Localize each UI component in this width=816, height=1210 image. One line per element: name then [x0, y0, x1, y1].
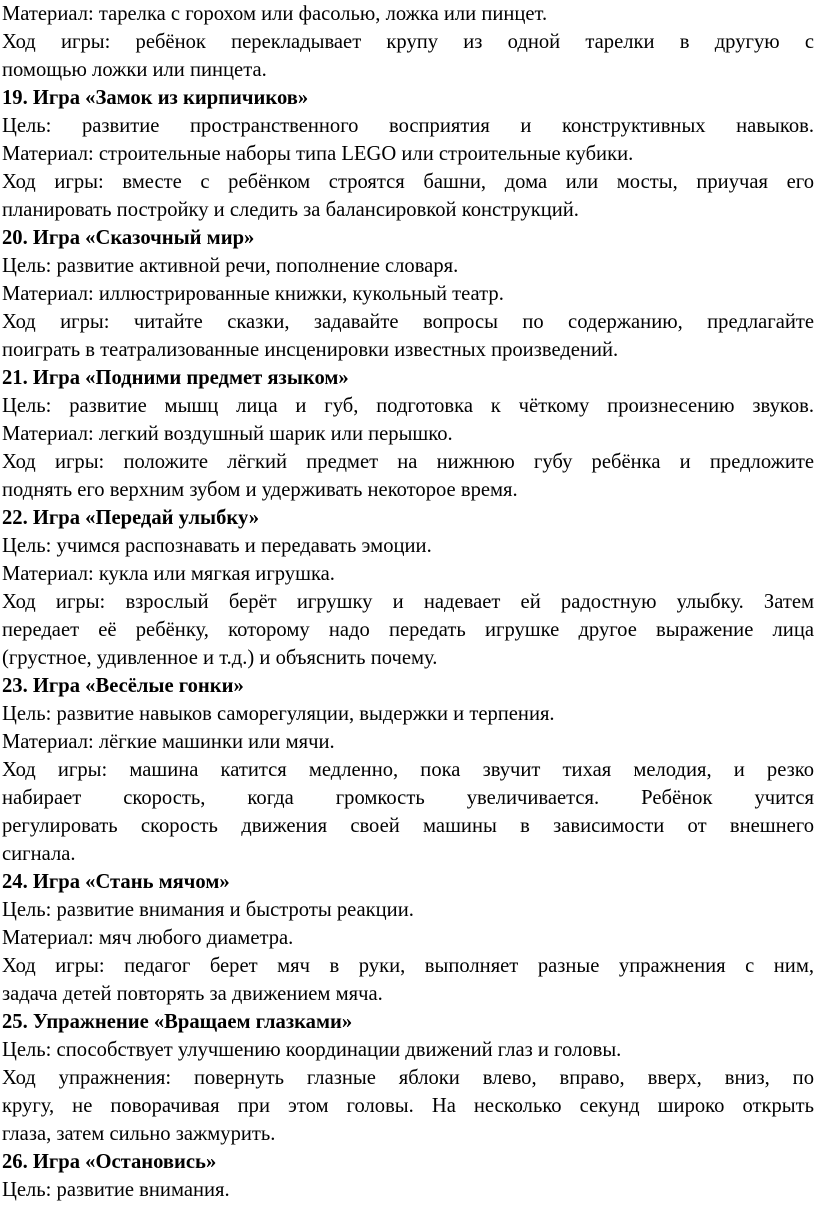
- text-line: Цель: учимся распознавать и передавать эмоции.: [2, 535, 432, 557]
- text-line: кругу, не поворачивая при этом головы. На несколько секунд широко открыть: [2, 1095, 814, 1117]
- text-line: задача детей повторять за движением мяча.: [2, 983, 383, 1005]
- text-line: Ход упражнения: повернуть глазные яблоки влево, вправо, вверх, вниз, по: [2, 1067, 814, 1089]
- text-line: Материал: легкий воздушный шарик или перышко.: [2, 423, 453, 445]
- text-line: Материал: лёгкие машинки или мячи.: [2, 731, 335, 753]
- section-heading: 25. Упражнение «Вращаем глазками»: [2, 1011, 353, 1033]
- text-line: Цель: развитие навыков саморегуляции, выдержки и терпения.: [2, 703, 555, 725]
- text-line: сигнала.: [2, 843, 76, 865]
- section-heading: 23. Игра «Весёлые гонки»: [2, 675, 244, 697]
- section-heading: 21. Игра «Подними предмет языком»: [2, 367, 349, 389]
- text-line: помощью ложки или пинцета.: [2, 59, 267, 81]
- text-line: Ход игры: читайте сказки, задавайте вопросы по содержанию, предлагайте: [2, 311, 814, 333]
- text-line: глаза, затем сильно зажмурить.: [2, 1123, 276, 1145]
- section-heading: 20. Игра «Сказочный мир»: [2, 227, 255, 249]
- text-line: Цель: развитие пространственного восприятия и конструктивных навыков.: [2, 115, 814, 137]
- text-line: поднять его верхним зубом и удерживать некоторое время.: [2, 479, 518, 501]
- text-line: регулировать скорость движения своей машины в зависимости от внешнего: [2, 815, 814, 837]
- text-line: передает её ребёнку, которому надо передать игрушке другое выражение лица: [2, 619, 814, 641]
- text-line: поиграть в театрализованные инсценировки известных произведений.: [2, 339, 619, 361]
- text-line: Цель: развитие мышц лица и губ, подготовка к чёткому произнесению звуков.: [2, 395, 814, 417]
- text-line: Цель: развитие активной речи, пополнение словаря.: [2, 255, 459, 277]
- document-body: [2, 0, 814, 1204]
- text-line: Цель: способствует улучшению координации движений глаз и головы.: [2, 1039, 622, 1061]
- text-line: Материал: строительные наборы типа LEGO или строительные кубики.: [2, 143, 634, 165]
- text-line: Ход игры: педагог берет мяч в руки, выполняет разные упражнения с ним,: [2, 955, 814, 977]
- section-heading: 22. Игра «Передай улыбку»: [2, 507, 260, 529]
- text-line: Ход игры: ребёнок перекладывает крупу из одной тарелки в другую с: [2, 31, 814, 53]
- text-line: планировать постройку и следить за балансировкой конструкций.: [2, 199, 579, 221]
- text-line: (грустное, удивленное и т.д.) и объяснить почему.: [2, 647, 438, 669]
- text-line: Ход игры: машина катится медленно, пока звучит тихая мелодия, и резко: [2, 759, 814, 781]
- text-line: Ход игры: взрослый берёт игрушку и надевает ей радостную улыбку. Затем: [2, 591, 814, 613]
- text-line: Материал: кукла или мягкая игрушка.: [2, 563, 335, 585]
- text-line: Цель: развитие внимания и быстроты реакции.: [2, 899, 414, 921]
- text-line: Цель: развитие внимания.: [2, 1179, 230, 1201]
- text-line: Ход игры: вместе с ребёнком строятся башни, дома или мосты, приучая его: [2, 171, 814, 193]
- text-line: Материал: иллюстрированные книжки, кукольный театр.: [2, 283, 504, 305]
- text-line: набирает скорость, когда громкость увеличивается. Ребёнок учится: [2, 787, 814, 809]
- section-heading: 26. Игра «Остановись»: [2, 1151, 217, 1173]
- text-line: Ход игры: положите лёгкий предмет на нижнюю губу ребёнка и предложите: [2, 451, 814, 473]
- section-heading: 19. Игра «Замок из кирпичиков»: [2, 87, 309, 109]
- text-line: Материал: мяч любого диаметра.: [2, 927, 294, 949]
- section-heading: 24. Игра «Стань мячом»: [2, 871, 230, 893]
- text-line: Материал: тарелка с горохом или фасолью, ложка или пинцет.: [2, 3, 548, 25]
